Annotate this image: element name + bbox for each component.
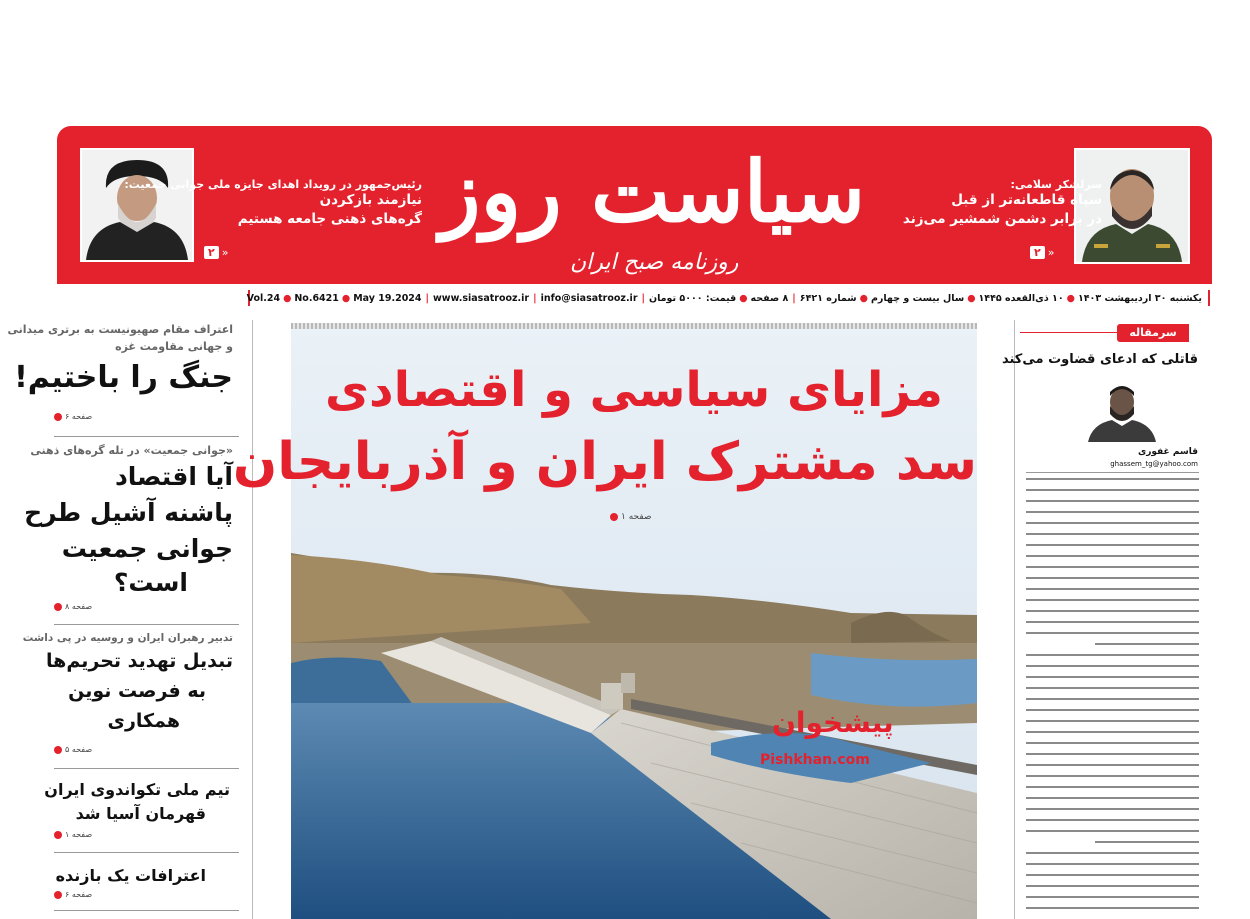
body-text-line [1026,753,1199,755]
page-marker-icon [54,891,62,899]
page-marker-icon [54,603,62,611]
main-headline-page-ref[interactable] [610,512,652,522]
author-name: قاسم غفوری [1137,447,1198,457]
body-text-line [1026,874,1199,876]
watermark-english[interactable]: Pishkhan.com [760,752,870,768]
right-story[interactable] [903,178,1102,229]
body-text-line [1026,764,1199,766]
right-story-page-tag[interactable] [1030,246,1054,259]
body-text-line [1026,698,1199,700]
editorial-rule [1026,472,1199,473]
story3-kicker: تدبیر رهبران ایران و روسیه در پی داشت [22,632,233,644]
right-story-page-number: ۲ [1030,246,1045,259]
issue-number: شماره ۶۴۲۱ [799,292,857,304]
main-headline-line1[interactable]: مزایای سیاسی و اقتصادی [324,362,944,418]
author-portrait [1082,380,1162,442]
left-story-page-tag[interactable] [204,246,228,259]
body-text-line [1026,852,1199,854]
author-email[interactable]: ghassem_tg@yahoo.com [1110,460,1198,468]
story3-page-label: صفحه ۵ [65,745,93,754]
body-text-line [1026,687,1199,689]
right-story-kicker: سرلشکر سلامی: [1010,178,1102,191]
body-text-line [1026,819,1199,821]
story-divider [54,436,239,437]
story2-headline-line4[interactable]: است؟ [113,568,188,597]
story4-headline-line1[interactable]: تیم ملی تکواندوی ایران [44,780,230,799]
photo-top-border [291,323,977,329]
price: قیمت: ۵۰۰۰ تومان [649,292,737,304]
body-text-line [1026,885,1199,887]
date-hijri: ۱۰ ذی‌القعده ۱۴۴۵ [978,292,1064,304]
date-english: May 19.2024 [353,292,422,304]
body-text-line [1026,577,1199,579]
story-divider [54,910,239,911]
story5-page-label: صفحه ۶ [65,890,93,899]
body-text-line [1026,775,1199,777]
story2-headline-line2[interactable]: پاشنه آشیل طرح [24,498,233,527]
page-marker-icon [54,831,62,839]
story2-kicker: «جوانی جمعیت» در تله گره‌های ذهنی [30,444,233,457]
right-story-line2: در برابر دشمن شمشیر می‌زند [902,211,1102,227]
story-divider [54,768,239,769]
body-text-line [1026,896,1199,898]
story1-headline[interactable]: جنگ را باختیم! [14,360,233,395]
issue-info-bar: یکشنبه ۳۰ اردیبهشت ۱۴۰۳ ● ۱۰ ذی‌القعده ۱۴۴۵ ● سال بیست و چهارم ● شماره ۶۴۲۱ | ۸ صفحه ● قیمت: ۵۰۰۰ تومان | info@siasatrooz.ir | www.siasatrooz.ir | May 19.2024 ● No.6421 ● Vol.24 [248,290,1210,306]
right-story-line1: سپاه قاطعانه‌تر از قبل [951,192,1102,208]
page-marker-icon [54,413,62,421]
body-text-line [1026,533,1199,535]
body-text-line [1026,720,1199,722]
body-text-line [1026,808,1199,810]
story3-headline-line1[interactable]: تبدیل تهدید تحریم‌ها [46,650,233,672]
main-page-label: صفحه ۱ [621,512,652,522]
story-divider [54,852,239,853]
body-text-line [1026,544,1199,546]
body-text-line [1026,786,1199,788]
body-text-line [1026,863,1199,865]
story5-page-ref[interactable] [54,890,92,899]
column-divider [1014,320,1015,919]
editorial-title[interactable]: قاتلی که ادعای قضاوت می‌کند [1001,352,1198,367]
left-story-line1: نیازمند بازکردن [319,192,422,208]
body-text-line [1026,654,1199,656]
editorial-tag: سرمقاله [1117,324,1189,342]
contact-email[interactable]: info@siasatrooz.ir [540,292,638,304]
body-text-line [1026,797,1199,799]
newspaper-logo-subtitle: روزنامه صبح ایران [570,250,739,275]
body-text-line [1026,599,1199,601]
website-link[interactable]: www.siasatrooz.ir [433,292,530,304]
story2-headline-line1[interactable]: آیا اقتصاد [114,462,233,491]
story2-page-label: صفحه ۸ [65,602,93,611]
story5-headline[interactable]: اعترافات یک بازنده [55,866,206,885]
body-text-line [1026,907,1199,909]
double-chevron-icon: » [1047,246,1055,259]
body-text-line [1026,500,1199,502]
story4-headline-line2[interactable]: قهرمان آسیا شد [75,804,206,823]
body-text-line [1026,555,1199,557]
page-marker-icon [54,746,62,754]
story4-page-label: صفحه ۱ [65,830,93,839]
left-story[interactable] [124,178,422,229]
body-text-line [1026,665,1199,667]
body-text-line [1026,588,1199,590]
story-divider [54,624,239,625]
body-text-line [1026,511,1199,513]
story1-kicker-line2: و جهانی مقاومت غزه [115,340,233,353]
story2-page-ref[interactable] [54,602,92,611]
page-count: ۸ صفحه [750,292,789,304]
body-text-line [1095,643,1199,645]
page-marker-icon [610,513,618,521]
column-divider [252,320,253,919]
body-text-line [1026,478,1199,480]
issue-number-english: No.6421 [294,292,339,304]
body-text-line [1026,676,1199,678]
author-photo-image [1082,380,1162,442]
story2-headline-line3[interactable]: جوانی جمعیت [61,534,233,563]
newspaper-logo: سیاست روز [440,142,866,241]
editorial-tag-rule [1020,332,1117,333]
publication-year: سال بیست و چهارم [870,292,965,304]
story3-headline-line2[interactable]: به فرصت نوین [68,680,206,702]
left-story-kicker: رئیس‌جمهور در رویداد اهدای جایزه ملی جوانی جمعیت: [124,178,422,191]
body-text-line [1026,566,1199,568]
editorial-body-text [1026,478,1199,919]
left-story-page-number: ۲ [204,246,219,259]
left-story-line2: گره‌های ذهنی جامعه هستیم [237,211,422,227]
body-text-line [1026,632,1199,634]
story3-page-ref[interactable] [54,745,92,754]
body-text-line [1026,830,1199,832]
body-text-line [1026,742,1199,744]
watermark-persian: پیشخوان [772,706,894,739]
body-text-line [1026,489,1199,491]
story3-headline-line3[interactable]: همکاری [107,710,180,732]
story1-page-label: صفحه ۶ [65,412,93,421]
body-text-line [1095,841,1199,843]
body-text-line [1026,610,1199,612]
story1-page-ref[interactable] [54,412,92,421]
double-chevron-icon: » [221,246,229,259]
body-text-line [1026,621,1199,623]
main-headline-line2[interactable]: سد مشترک ایران و آذربایجان [232,432,977,492]
story1-kicker: اعتراف مقام صهیونیست به برتری میدانی [7,323,233,336]
body-text-line [1026,731,1199,733]
story4-page-ref[interactable] [54,830,92,839]
date-persian: یکشنبه ۳۰ اردیبهشت ۱۴۰۳ [1077,292,1202,304]
volume-english: Vol.24 [246,292,281,304]
body-text-line [1026,522,1199,524]
body-text-line [1026,709,1199,711]
